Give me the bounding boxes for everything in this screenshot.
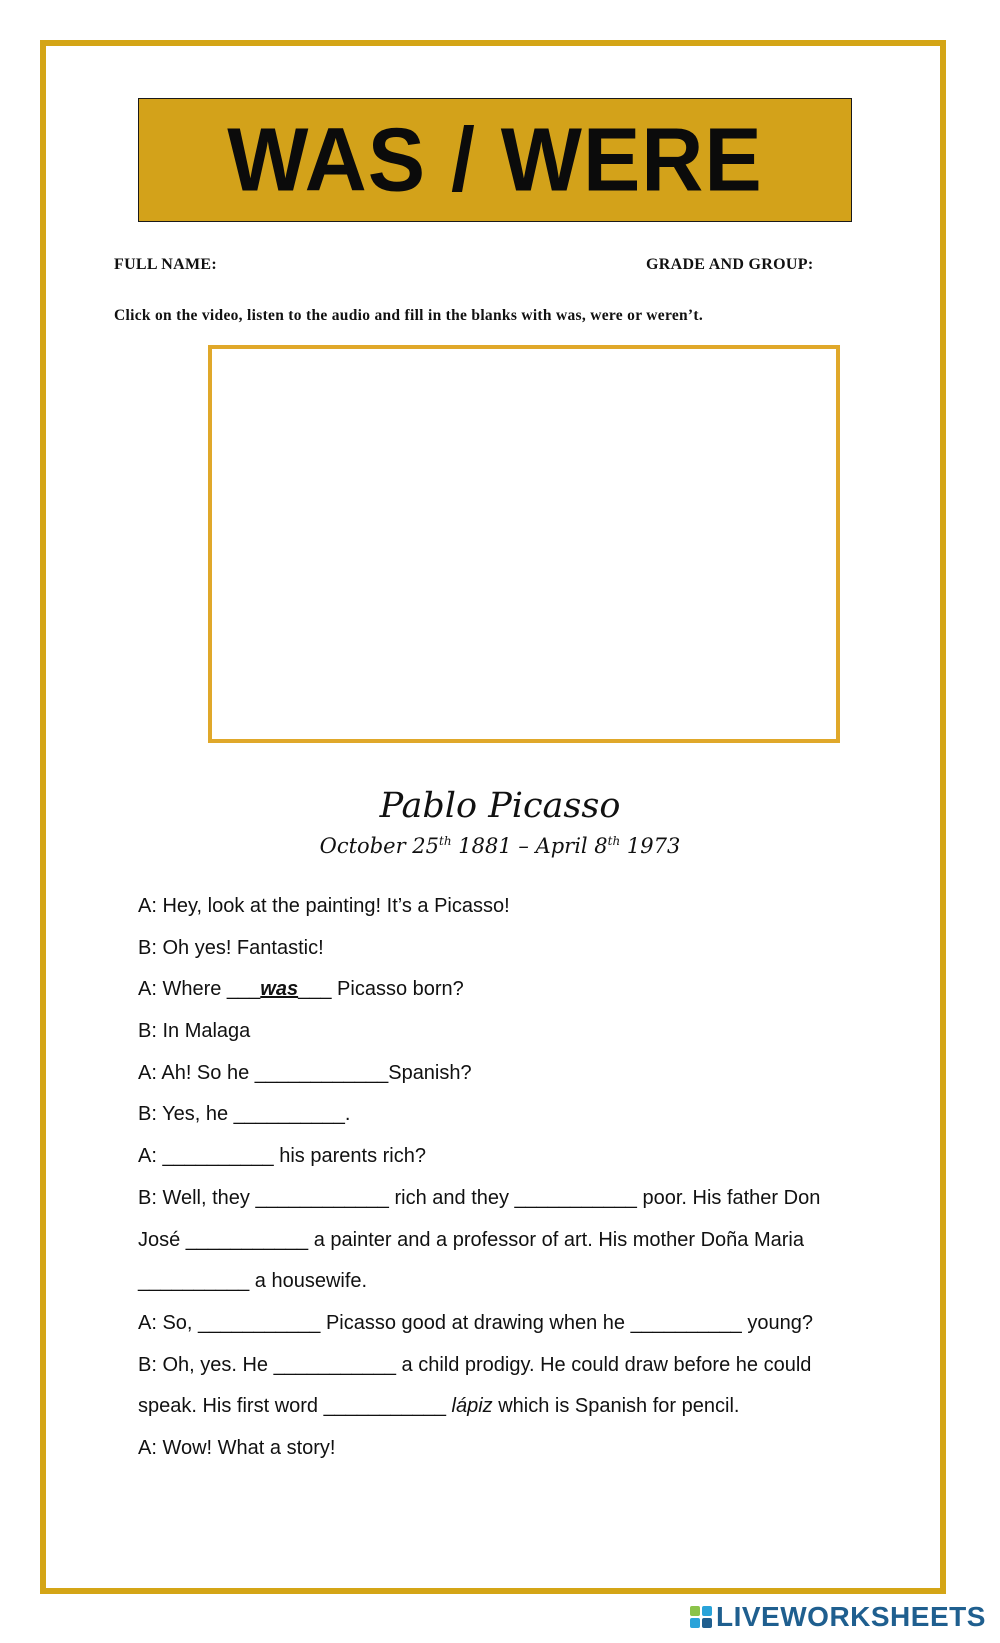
- dialog-line[interactable]: A: So, ___________ Picasso good at drawing when he __________ young?: [138, 1311, 813, 1334]
- dialog-line: B: In Malaga: [138, 1020, 251, 1043]
- full-name-label: FULL NAME:: [114, 256, 217, 273]
- subject-dates: October 25th 1881 – April 8th 1973: [319, 834, 681, 858]
- dialog-line[interactable]: B: Yes, he __________.: [138, 1103, 351, 1126]
- dialog-line: A: Hey, look at the painting! It’s a Picasso!: [138, 895, 510, 917]
- spanish-word: lápiz: [451, 1395, 493, 1418]
- dialog-line[interactable]: speak. His first word ___________ lápiz which is Spanish for pencil.: [138, 1395, 740, 1418]
- dialog-line: A: Wow! What a story!: [138, 1436, 336, 1459]
- liveworksheets-logo: [690, 1600, 986, 1634]
- dialog-line: A: Where ___was___ Picasso born?: [138, 978, 464, 1001]
- dialog-line[interactable]: __________ a housewife.: [138, 1270, 368, 1293]
- dialog-line[interactable]: B: Oh, yes. He ___________ a child prodigy. He could draw before he could: [138, 1353, 812, 1376]
- grade-group-label: GRADE AND GROUP:: [646, 256, 814, 273]
- dialog-line: B: Oh yes! Fantastic!: [138, 936, 324, 959]
- dialog-text: [138, 886, 878, 1470]
- logo-text: LIVEWORKSHEETS: [716, 1601, 986, 1632]
- dialog-line[interactable]: José ___________ a painter and a professor of art. His mother Doña Maria: [138, 1228, 804, 1251]
- dialog-line[interactable]: B: Well, they ____________ rich and they ___________ poor. His father Don: [138, 1186, 821, 1209]
- video-player[interactable]: [208, 345, 840, 743]
- instructions: Click on the video, listen to the audio and fill in the blanks with was, were or weren’t.: [114, 307, 704, 324]
- page-title: WAS / WERE: [227, 109, 763, 210]
- logo-icon: [690, 1606, 712, 1628]
- example-answer: was: [260, 978, 299, 1001]
- dialog-line[interactable]: A: Ah! So he ____________Spanish?: [138, 1061, 472, 1084]
- title-banner: [138, 98, 852, 222]
- subject-name: Pablo Picasso: [379, 786, 621, 826]
- dialog-line[interactable]: A: __________ his parents rich?: [138, 1145, 426, 1168]
